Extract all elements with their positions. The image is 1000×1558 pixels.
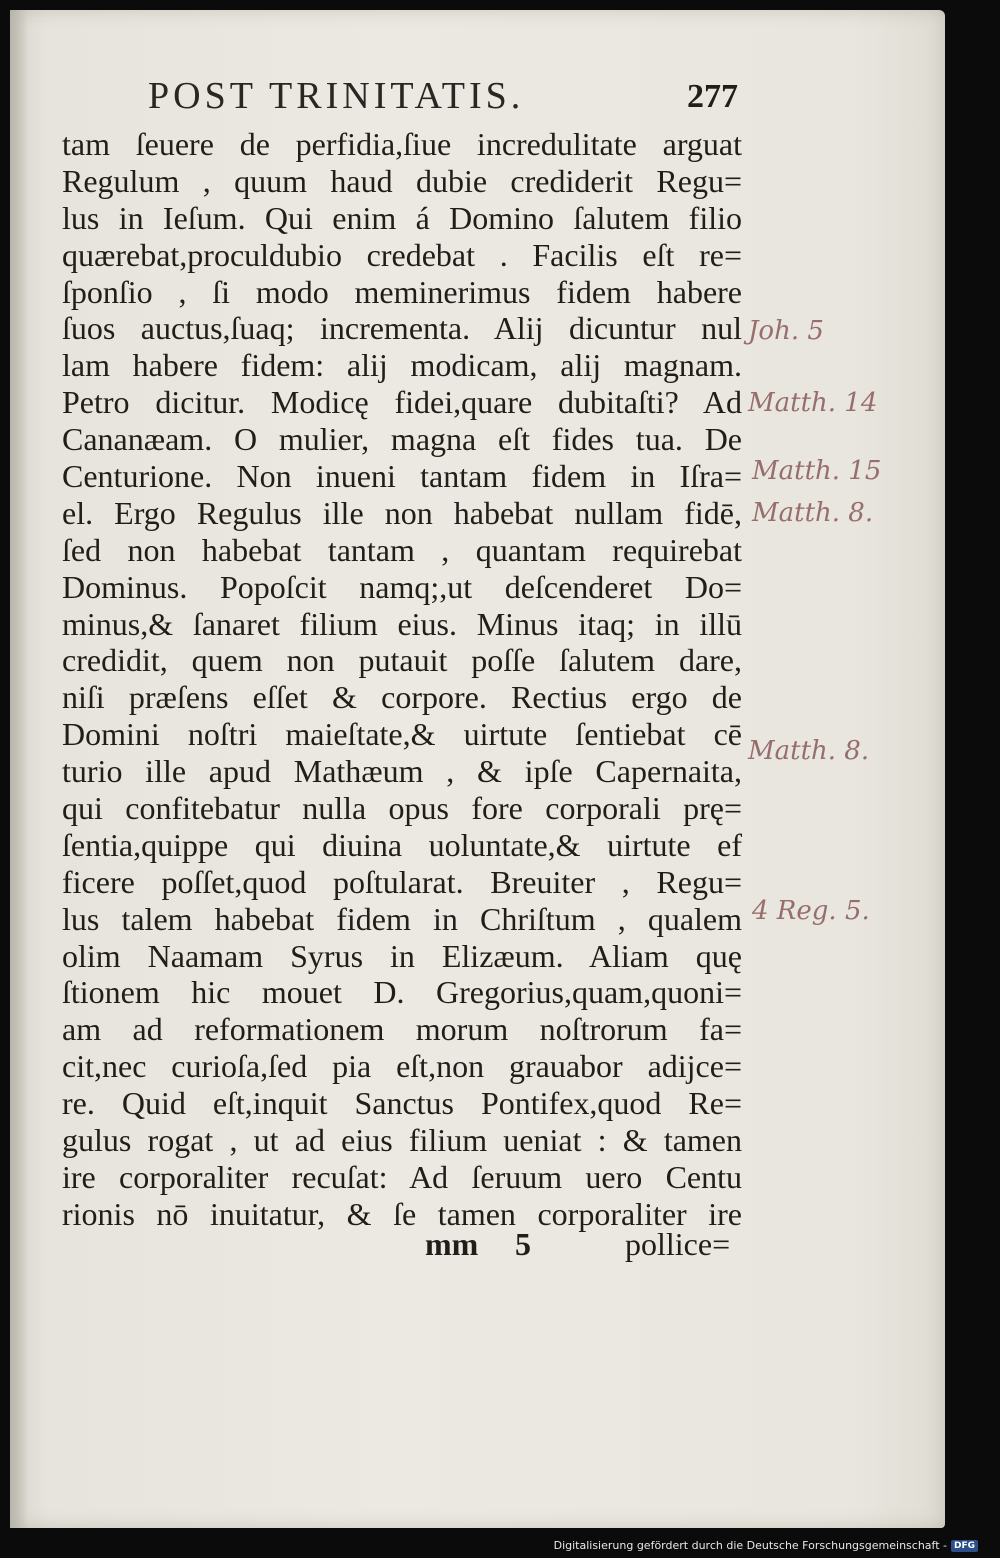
marginal-note: Matth. 14	[748, 388, 878, 418]
text-line: ire corporaliter recuſat: Ad ſeruum uero Centu	[62, 1158, 742, 1195]
text-line: qui confitebatur nulla opus fore corporali prę=	[62, 790, 742, 827]
page-gutter-shadow	[10, 10, 28, 1528]
text-line: tam ſeuere de perfidia,ſiue incredulitate arguat	[62, 126, 742, 162]
text-line: turio ille apud Mathæum , & ipſe Capernaita,	[62, 753, 742, 790]
dfg-logo-icon: DFG	[951, 1540, 978, 1552]
credit-text: Digitalisierung gefördert durch die Deutsche Forschungsgemeinschaft -	[553, 1539, 947, 1552]
text-line: cit,nec curioſa,ſed pia eſt,non grauabor adijce=	[62, 1048, 742, 1085]
text-line: quærebat,proculdubio credebat . Facilis eſt re=	[62, 236, 742, 273]
text-line: lus in Ieſum. Qui enim á Domino ſalutem filio	[62, 199, 742, 236]
text-line: Regulum , quum haud dubie crediderit Regu=	[62, 162, 742, 199]
marginal-note: Matth. 8.	[748, 736, 870, 766]
text-line: el. Ergo Regulus ille non habebat nullam fidē,	[62, 494, 742, 531]
signature-mark: mm	[425, 1226, 479, 1262]
text-line: olim Naamam Syrus in Elizæum. Aliam quę	[62, 937, 742, 974]
marginal-note: Joh. 5	[748, 316, 824, 346]
text-line: rionis nō inuitatur, & ſe tamen corporaliter ire	[62, 1195, 742, 1232]
page-number: 277	[687, 78, 738, 115]
text-line: ficere poſſet,quod poſtularat. Breuiter , Regu=	[62, 863, 742, 900]
catchword: pollice=	[625, 1226, 731, 1262]
text-line: Cananæam. O mulier, magna eſt fides tua. De	[62, 421, 742, 458]
text-line: ſtionem hic mouet D. Gregorius,quam,quoni=	[62, 974, 742, 1011]
marginal-note: Matth. 8.	[752, 498, 874, 528]
text-line: ſuos auctus,ſuaq; incrementa. Alij dicuntur nul	[62, 310, 742, 347]
text-block	[62, 126, 742, 1233]
text-line: lam habere fidem: alij modicam, alij magnam.	[62, 347, 742, 384]
marginal-note: 4 Reg. 5.	[752, 896, 870, 926]
text-line: Dominus. Popoſcit namq;,ut deſcenderet Do=	[62, 568, 742, 605]
catch-line	[420, 1226, 740, 1266]
text-line: lus talem habebat fidem in Chriſtum , qualem	[62, 900, 742, 937]
text-line: Centurione. Non inueni tantam fidem in Iſra=	[62, 458, 742, 495]
page-header	[138, 74, 738, 124]
text-line: Domini noſtri maieſtate,& uirtute ſentiebat cē	[62, 716, 742, 753]
text-line: am ad reformationem morum noſtrorum fa=	[62, 1011, 742, 1048]
marginal-note: Matth. 15	[752, 456, 882, 486]
text-line: ſentia,quippe qui diuina uoluntate,& uirtute ef	[62, 826, 742, 863]
text-line: credidit, quem non putauit poſſe ſalutem dare,	[62, 642, 742, 679]
text-line: re. Quid eſt,inquit Sanctus Pontifex,quod Re=	[62, 1085, 742, 1122]
digitization-credit	[554, 1539, 978, 1552]
signature-number: 5	[515, 1226, 531, 1262]
text-line: minus,& ſanaret filium eius. Minus itaq; in illū	[62, 605, 742, 642]
text-line: ſponſio , ſi modo meminerimus fidem habere	[62, 273, 742, 310]
text-line: gulus rogat , ut ad eius filium ueniat : & tamen	[62, 1122, 742, 1159]
text-line: niſi præſens eſſet & corpore. Rectius ergo de	[62, 679, 742, 716]
text-line: ſed non habebat tantam , quantam requirebat	[62, 531, 742, 568]
running-title: POST TRINITATIS.	[148, 75, 525, 117]
text-line: Petro dicitur. Modicę fidei,quare dubitaſti? Ad	[62, 384, 742, 421]
